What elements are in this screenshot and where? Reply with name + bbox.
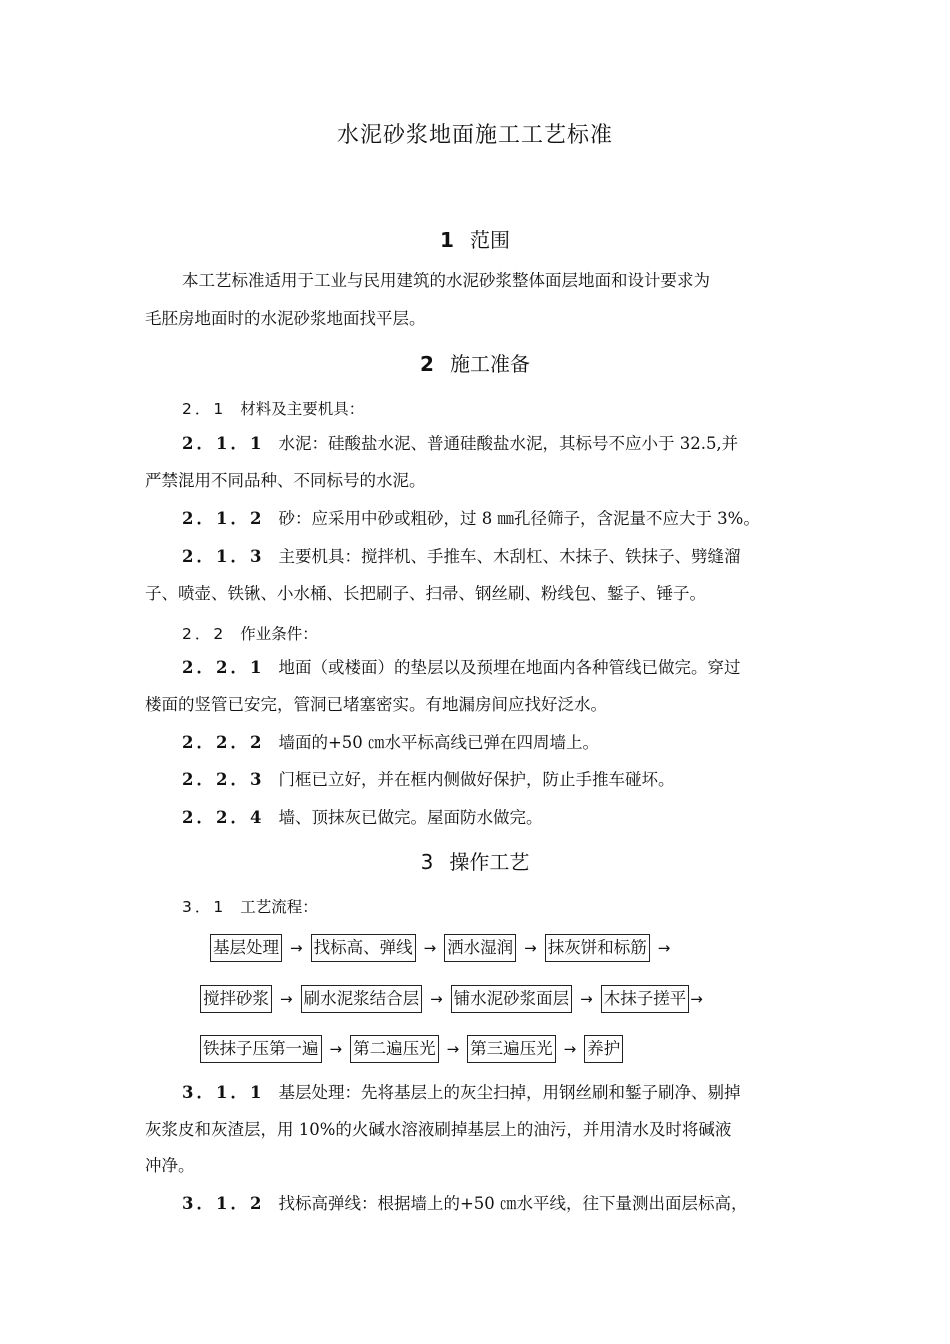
- clause-2-1-3: [182, 544, 810, 570]
- clause-text: 主要机具：搅拌机、手推车、木刮杠、木抹子、铁抹子、劈缝溜: [278, 547, 741, 566]
- clause-text: 门框已立好，并在框内侧做好保护，防止手推车碰坏。: [278, 770, 675, 789]
- clause-number: 2．1．2: [182, 509, 265, 528]
- clause-3-1-1-cont2: 冲净。: [145, 1156, 195, 1175]
- arrow-icon: →: [657, 939, 671, 957]
- clause-3-1-1: [182, 1080, 810, 1106]
- flow-step: 铁抹子压第一遍: [200, 1035, 322, 1063]
- section-number: 1: [440, 228, 454, 252]
- flow-step: 洒水湿润: [444, 934, 516, 962]
- clause-2-2-2: [182, 730, 810, 756]
- flow-step: 养护: [584, 1035, 623, 1063]
- document-title: 水泥砂浆地面施工工艺标准: [336, 123, 613, 148]
- section-heading-1: [0, 224, 950, 253]
- clause-text: 地面（或楼面）的垫层以及预埋在地面内各种管线已做完。穿过: [278, 658, 741, 677]
- arrow-icon: →: [580, 990, 593, 1008]
- flow-row-3: [200, 1035, 623, 1063]
- clause-number: 2．2．1: [182, 658, 265, 677]
- flow-step: 基层处理: [210, 934, 282, 962]
- clause-2-1-2: [182, 506, 810, 532]
- section-title: 施工准备: [449, 352, 530, 376]
- clause-number: 2．2．4: [182, 808, 265, 827]
- clause-text: 墙、顶抹灰已做完。屋面防水做完。: [278, 808, 543, 827]
- flow-step: 铺水泥砂浆面层: [451, 985, 573, 1013]
- subsection-title: 材料及主要机具：: [240, 400, 365, 418]
- clause-number: 2．2．3: [182, 770, 265, 789]
- flow-step: 刷水泥浆结合层: [301, 985, 423, 1013]
- section-number: 3: [420, 850, 434, 874]
- clause-text: 砂：应采用中砂或粗砂，过 8 ㎜孔径筛子，含泥量不应大于 3%。: [278, 509, 760, 528]
- flow-step: 第二遍压光: [350, 1035, 439, 1063]
- clause-number: 2．1．3: [182, 547, 265, 566]
- subsection-2-2: [182, 622, 318, 644]
- clause-text: 基层处理：先将基层上的灰尘扫掉，用钢丝刷和錾子刷净、剔掉: [278, 1083, 741, 1102]
- clause-2-1-1-cont: 严禁混用不同品种、不同标号的水泥。: [145, 471, 426, 490]
- arrow-icon: →: [423, 939, 437, 957]
- clause-3-1-1-cont: 灰浆皮和灰渣层，用 10%的火碱水溶液刷掉基层上的油污，并用清水及时将碱液: [145, 1120, 732, 1139]
- arrow-icon: →: [430, 990, 443, 1008]
- subsection-number: 2．2: [182, 625, 227, 643]
- clause-text: 墙面的+50 ㎝水平标高线已弹在四周墙上。: [278, 733, 600, 752]
- arrow-icon: →: [563, 1040, 577, 1058]
- arrow-icon: →: [524, 939, 537, 957]
- clause-2-2-1-cont: 楼面的竖管已安完，管洞已堵塞密实。有地漏房间应找好泛水。: [145, 695, 607, 714]
- clause-2-1-1: [182, 431, 810, 457]
- section-title: 范围: [469, 228, 510, 252]
- flow-step: 搅拌砂浆: [200, 985, 272, 1013]
- clause-number: 2．1．1: [182, 434, 265, 453]
- flow-step: 抹灰饼和标筋: [545, 934, 650, 962]
- clause-number: 2．2．2: [182, 733, 265, 752]
- flow-step: 找标高、弹线: [311, 934, 416, 962]
- scope-line-1: 本工艺标准适用于工业与民用建筑的水泥砂浆整体面层地面和设计要求为: [182, 271, 710, 290]
- clause-2-1-3-cont: 子、喷壶、铁锹、小水桶、长把刷子、扫帚、钢丝刷、粉线包、錾子、锤子。: [145, 584, 706, 603]
- arrow-icon: →: [446, 1040, 460, 1058]
- arrow-icon: →: [280, 990, 293, 1008]
- flow-row-1: [210, 934, 678, 962]
- subsection-number: 2．1: [182, 400, 227, 418]
- subsection-number: 3．1: [182, 898, 227, 916]
- section-number: 2: [420, 352, 434, 376]
- subsection-3-1: [182, 895, 318, 917]
- flow-step: 木抹子搓平: [601, 985, 690, 1013]
- subsection-title: 作业条件：: [240, 625, 318, 643]
- clause-2-2-3: [182, 767, 810, 793]
- arrow-icon: →: [329, 1040, 343, 1058]
- subsection-2-1: [182, 397, 364, 419]
- clause-number: 3．1．1: [182, 1083, 265, 1102]
- arrow-icon: →: [690, 990, 703, 1008]
- section-heading-2: [0, 348, 950, 377]
- subsection-title: 工艺流程：: [240, 898, 318, 916]
- clause-text: 水泥：硅酸盐水泥、普通硅酸盐水泥，其标号不应小于 32.5,并: [278, 434, 739, 453]
- clause-number: 3．1．2: [182, 1194, 265, 1213]
- flow-step: 第三遍压光: [467, 1035, 556, 1063]
- scope-line-2: 毛胚房地面时的水泥砂浆地面找平层。: [145, 309, 426, 328]
- clause-3-1-2: [182, 1191, 810, 1217]
- clause-2-2-4: [182, 805, 810, 831]
- section-title: 操作工艺: [449, 850, 530, 874]
- clause-2-2-1: [182, 655, 810, 681]
- clause-text: 找标高弹线：根据墙上的+50 ㎝水平线，往下量测出面层标高，: [278, 1194, 748, 1213]
- arrow-icon: →: [290, 939, 303, 957]
- flow-row-2: [200, 985, 703, 1013]
- section-heading-3: [0, 846, 950, 875]
